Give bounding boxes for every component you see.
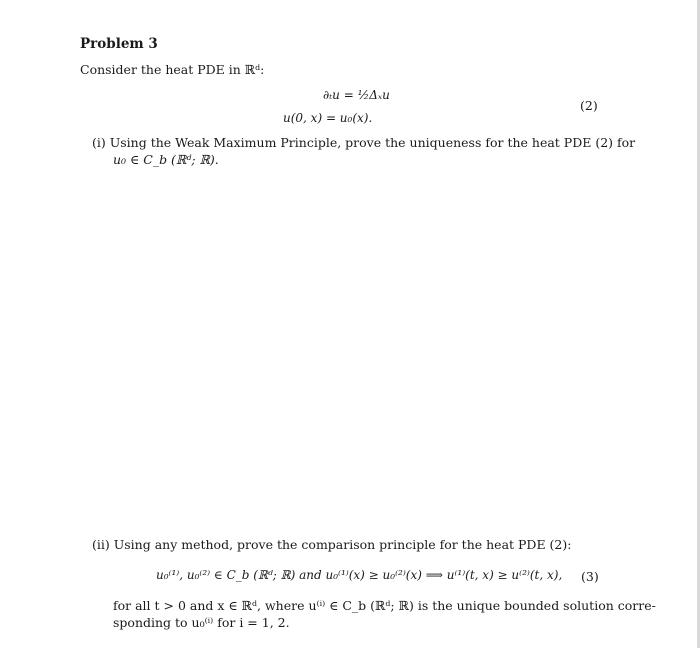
problem-intro: Consider the heat PDE in ℝᵈ: — [80, 62, 265, 77]
heat-equation: ∂ₜu = ½Δₓu — [323, 88, 390, 102]
part-ii-explanation-cont: sponding to u₀⁽ⁱ⁾ for i = 1, 2. — [113, 615, 290, 630]
equation-number-2: (2) — [580, 98, 598, 113]
part-i-text: (i) Using the Weak Maximum Principle, prove the uniqueness for the heat PDE (2) for — [92, 135, 636, 150]
initial-condition: u(0, x) = u₀(x). — [283, 111, 373, 125]
equation-number-3: (3) — [581, 569, 599, 584]
part-i-condition: u₀ ∈ C_b (ℝᵈ; ℝ). — [113, 152, 219, 167]
comparison-equation: u₀⁽¹⁾, u₀⁽²⁾ ∈ C_b (ℝᵈ; ℝ) and u₀⁽¹⁾(x) ≥ u₀⁽²⁾(x) ⟹ u⁽¹⁾(t, x) ≥ u⁽²⁾(t, x), — [156, 568, 563, 582]
part-ii-explanation: for all t > 0 and x ∈ ℝᵈ, where u⁽ⁱ⁾ ∈ C_b (ℝᵈ; ℝ) is the unique bounded solution corre- — [113, 598, 656, 613]
part-ii-text: (ii) Using any method, prove the comparison principle for the heat PDE (2): — [92, 537, 572, 552]
problem-title: Problem 3 — [80, 36, 158, 52]
